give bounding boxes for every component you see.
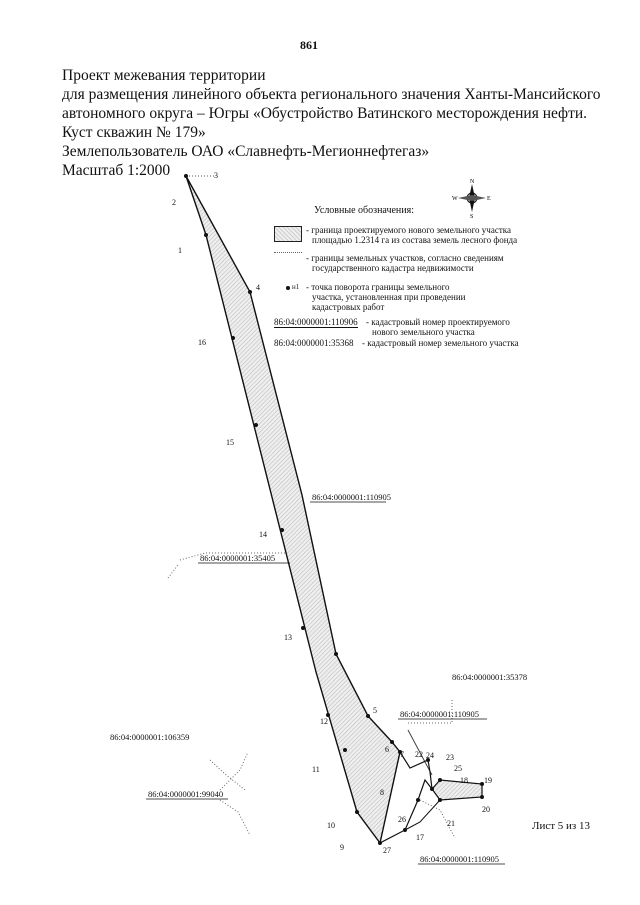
point-label: 10 <box>327 821 335 830</box>
legend-text: - точка поворота границы земельного <box>306 282 450 292</box>
point-label: 6 <box>385 745 389 754</box>
compass-s: S <box>470 214 474 218</box>
compass-w: W <box>452 196 458 202</box>
legend-dot-label: н1 <box>292 283 300 291</box>
legend-text: нового земельного участка <box>372 327 475 337</box>
project-parcel-strip <box>432 780 482 800</box>
legend-text: - кадастровый номер проектируемого <box>366 317 510 327</box>
header-line: Землепользователь ОАО «Славнефть-Мегионнефтегаз» <box>62 143 430 160</box>
point-label: 23 <box>446 753 454 762</box>
point-label: 15 <box>226 438 234 447</box>
point-label: 22 <box>415 750 423 759</box>
legend-text: - кадастровый номер земельного участка <box>362 338 519 348</box>
point-label: 1 <box>178 246 182 255</box>
point-label: 20 <box>482 805 490 814</box>
parcel-label: 86:04:0000001:35378 <box>452 672 528 682</box>
point-label: 18 <box>460 776 468 785</box>
neighbour-boundary <box>168 565 178 578</box>
point-label: 8 <box>380 788 384 797</box>
point-label: 2 <box>172 198 176 207</box>
point-label: 7 <box>400 750 404 759</box>
point-label: 13 <box>284 633 292 642</box>
compass-e: E <box>487 196 491 202</box>
point-label: 11 <box>312 765 320 774</box>
neighbour-boundary <box>210 760 245 790</box>
point-label: 12 <box>320 717 328 726</box>
parcel-label: 86:04:0000001:106359 <box>110 732 190 742</box>
parcel-label: 86:04:0000001:110905 <box>420 854 500 864</box>
project-parcel <box>186 176 400 843</box>
legend-text: кадастровых работ <box>312 302 385 312</box>
legend-code: 86:04:0000001:110906 <box>274 317 358 327</box>
legend-text: - границы земельных участков, согласно сведениям <box>306 253 504 263</box>
compass-n: N <box>470 179 475 185</box>
point-label: 3 <box>214 171 218 180</box>
header-line: Куст скважин № 179» <box>62 124 206 141</box>
header-line: Проект межевания территории <box>62 67 266 84</box>
neighbour-boundary <box>220 800 250 835</box>
point-label: 5 <box>373 706 377 715</box>
point-label: 19 <box>484 776 492 785</box>
header-line: для размещения линейного объекта регионального значения Ханты-Мансийского <box>62 86 601 103</box>
connector-line <box>405 800 440 830</box>
parcel-label: 86:04:0000001:99040 <box>148 789 224 799</box>
point-label: 14 <box>259 530 267 539</box>
page-number: 861 <box>300 38 318 52</box>
point-label: 24 <box>426 751 434 760</box>
point-label: 26 <box>398 815 406 824</box>
legend-text: государственного кадастра недвижимости <box>312 263 474 273</box>
header-line: автономного округа – Югры «Обустройство Ватинского месторождения нефти. <box>62 105 588 122</box>
legend-text: участка, установленная при проведении <box>312 292 466 302</box>
point-label: 21 <box>447 819 455 828</box>
parcel-label: 86:04:0000001:110905 <box>312 492 392 502</box>
parcel-label: 86:04:0000001:35405 <box>200 553 276 563</box>
legend-title: Условные обозначения: <box>314 205 415 216</box>
point-label: 27 <box>383 846 391 855</box>
point-label: 25 <box>454 764 462 773</box>
sheet-label: Лист 5 из 13 <box>532 820 591 832</box>
neighbour-boundary <box>220 752 248 790</box>
parcel-label: 86:04:0000001:110905 <box>400 709 480 719</box>
point-label: 16 <box>198 338 206 347</box>
point-label: 9 <box>340 843 344 852</box>
legend-code: 86:04:0000001:35368 <box>274 338 354 348</box>
header-line: Масштаб 1:2000 <box>62 162 171 179</box>
legend-text: площадью 1.2314 га из состава земель лесного фонда <box>312 235 518 245</box>
point-label: 17 <box>416 833 424 842</box>
legend-text: - граница проектируемого нового земельного участка <box>306 225 511 235</box>
point-label: 4 <box>256 283 260 292</box>
